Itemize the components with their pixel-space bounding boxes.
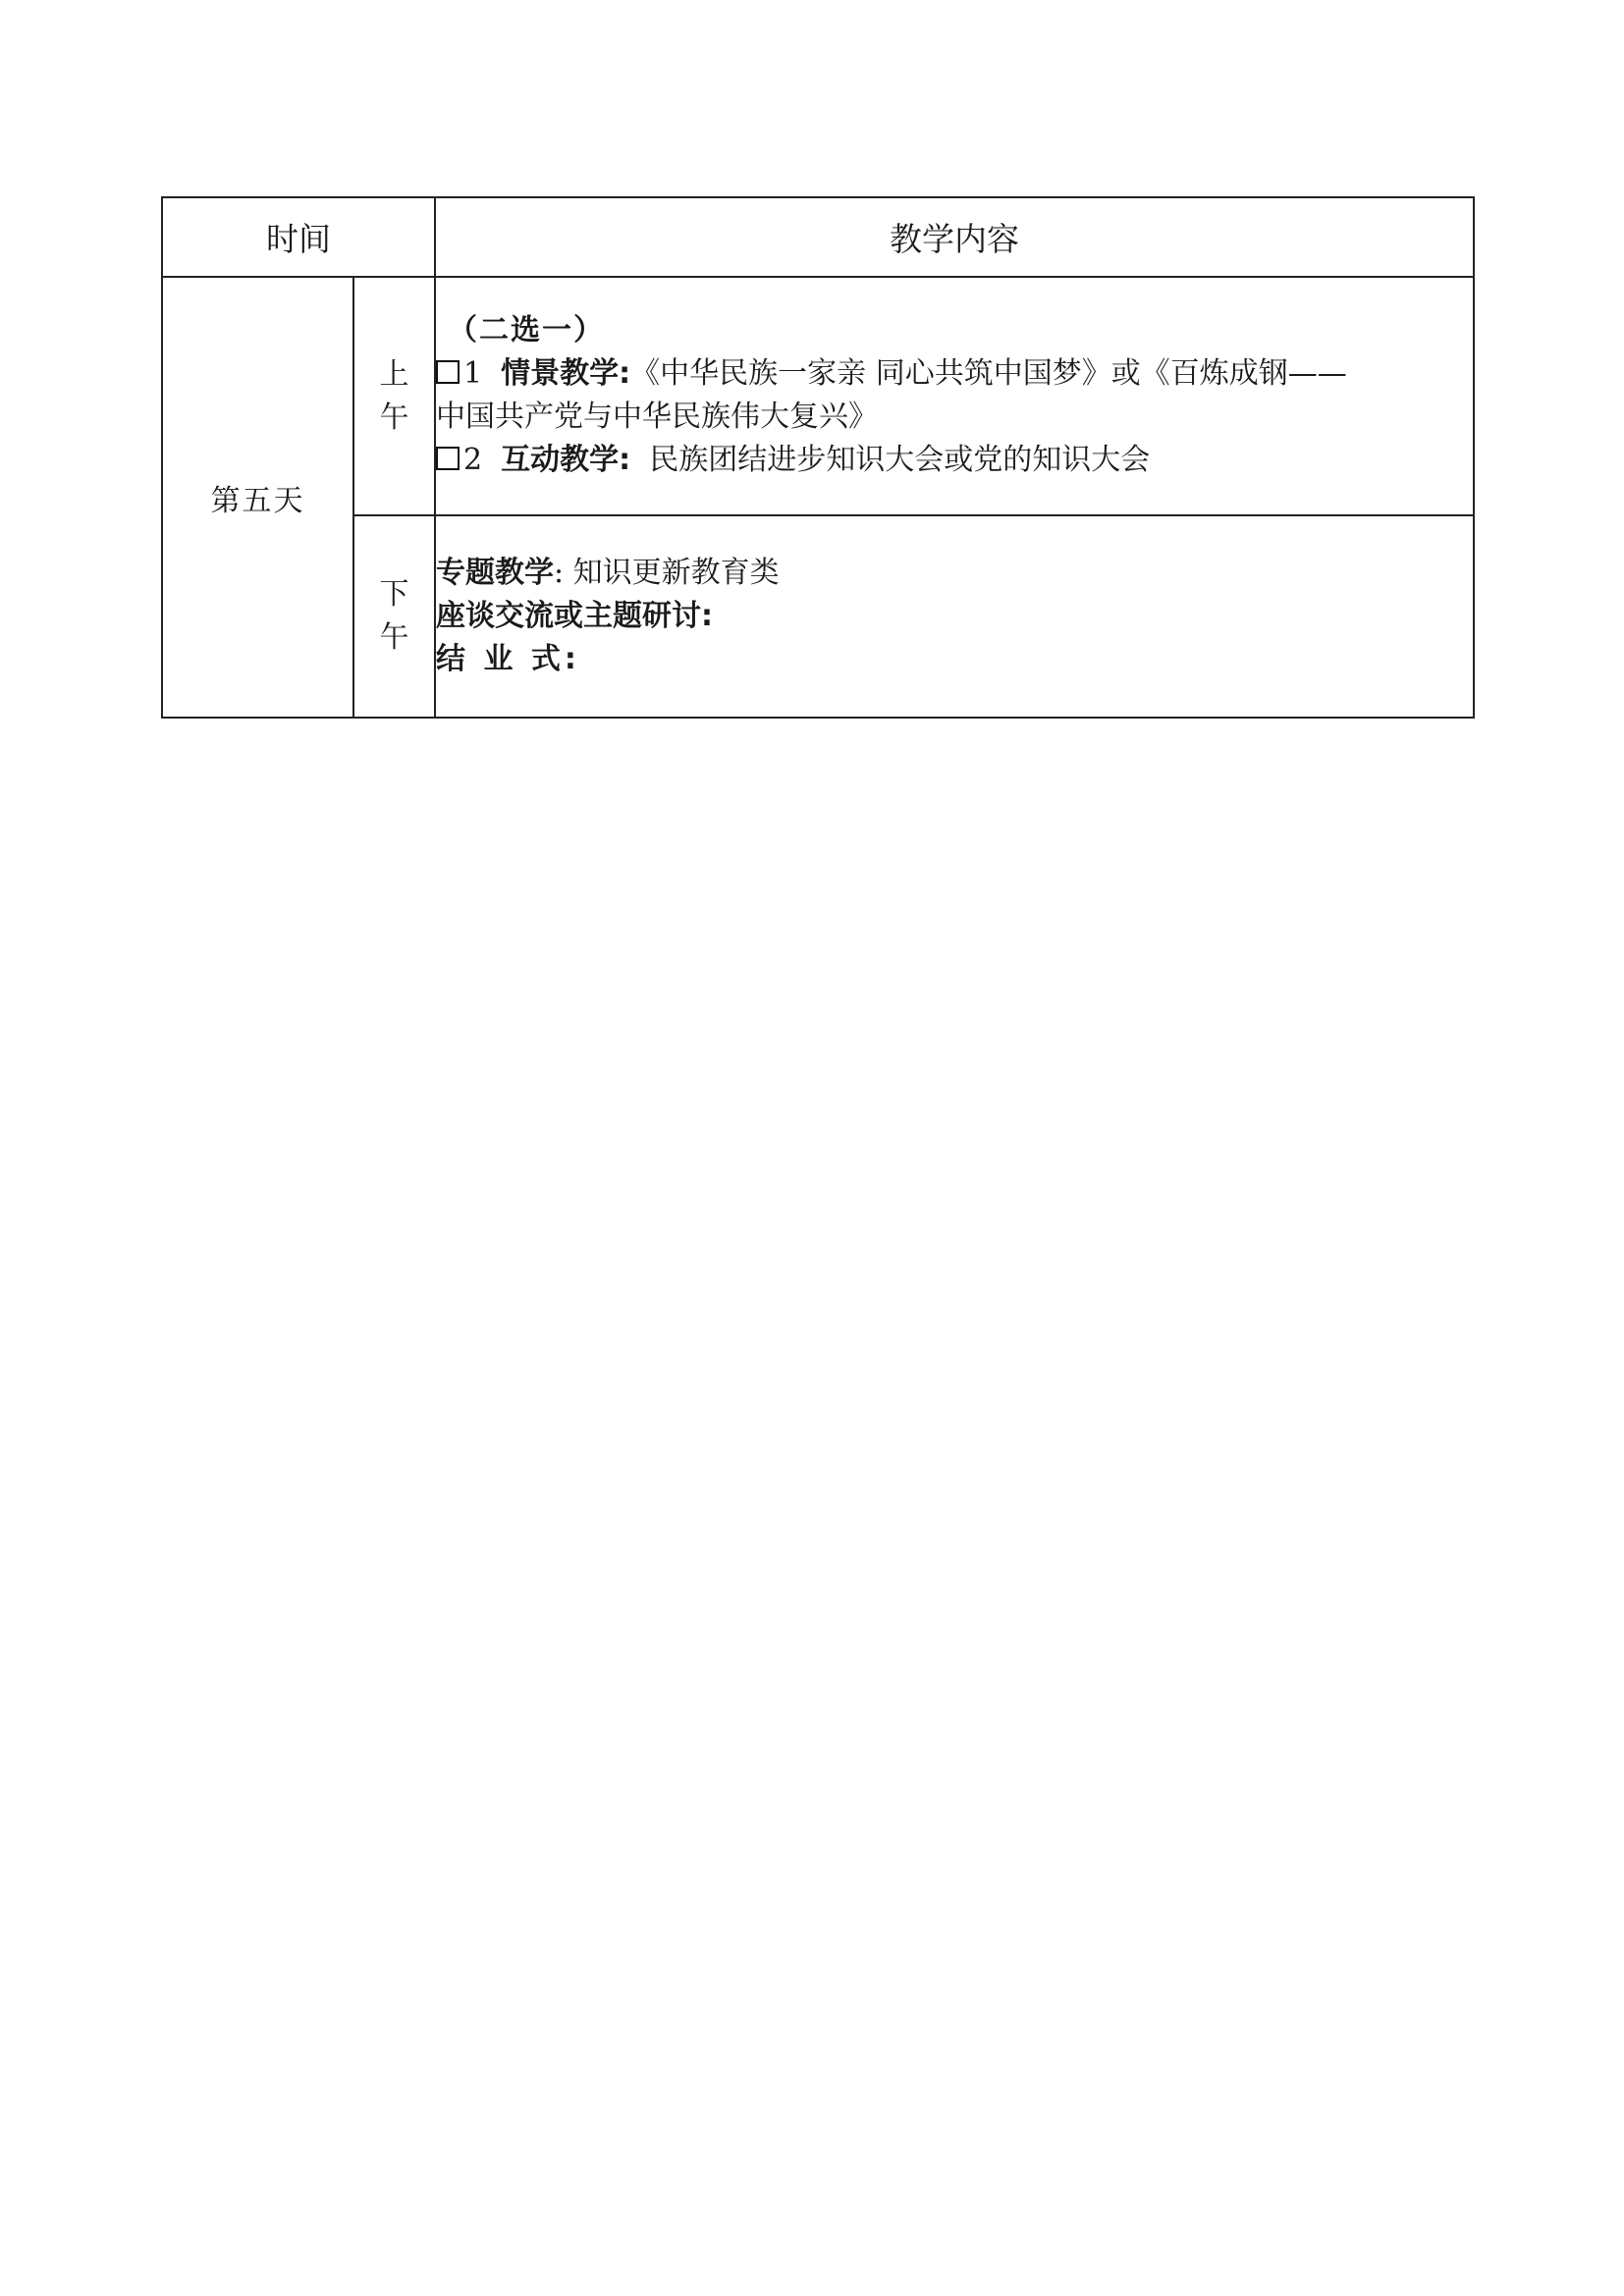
afternoon-content (435, 515, 1474, 718)
period-afternoon-char-2: 午 (379, 620, 409, 655)
day-label: 第五天 (162, 277, 353, 718)
topic-line (436, 552, 1473, 595)
option-1 (436, 352, 1473, 396)
option-1-number: 1 (463, 356, 483, 391)
checkbox-icon[interactable] (436, 447, 460, 470)
seminar-label: 座谈交流或主题研讨: (436, 599, 713, 633)
period-morning-char-1: 上 (379, 356, 409, 392)
period-morning (353, 277, 435, 515)
option-1-text-continued: 中国共产党与中华民族伟大复兴》 (436, 400, 878, 434)
option-2 (436, 439, 1473, 482)
option-2-label: 互动教学: (501, 443, 631, 477)
period-morning-char-2: 午 (379, 400, 409, 435)
schedule-table (161, 196, 1475, 719)
choose-note: （二选一） (448, 313, 605, 347)
period-afternoon-char-1: 下 (379, 577, 409, 612)
period-afternoon (353, 515, 435, 718)
option-1-label: 情景教学: (501, 356, 631, 391)
option-2-number: 2 (463, 443, 483, 477)
topic-label: 专题教学 (436, 556, 554, 590)
checkbox-icon[interactable] (436, 360, 460, 384)
topic-text: : 知识更新教育类 (554, 556, 780, 590)
option-1-text: 《中华民族一家亲 同心共筑中国梦》或《百炼成钢—— (630, 356, 1347, 391)
morning-content (435, 277, 1474, 515)
option-2-text: 民族团结进步知识大会或党的知识大会 (649, 443, 1151, 477)
header-content: 教学内容 (435, 197, 1474, 277)
closing-label: 结 业 式: (436, 642, 580, 676)
header-time: 时间 (162, 197, 435, 277)
